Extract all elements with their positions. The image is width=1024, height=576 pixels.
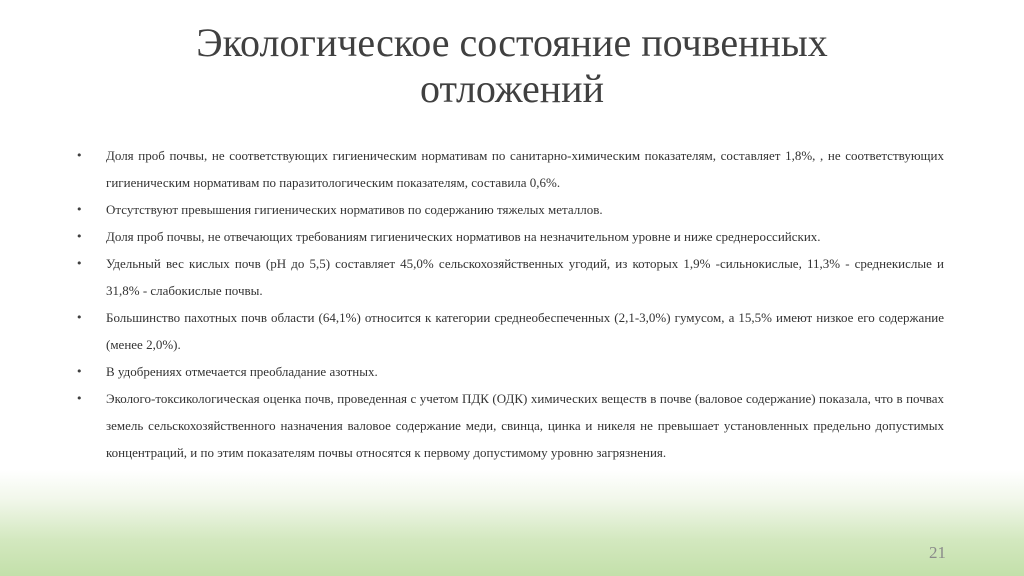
bullet-item: [76, 385, 944, 466]
slide-title: Экологическое состояние почвенных отложений: [196, 20, 828, 111]
bullet-text: В удобрениях отмечается преобладание азотных.: [106, 364, 378, 379]
bullet-marker: •: [76, 365, 83, 378]
page-number: 21: [929, 543, 946, 562]
bullet-text: Доля проб почвы, не отвечающих требованиям гигиенических нормативов на незначительном уровне и ниже среднероссийских.: [106, 229, 821, 244]
bullet-item: [76, 223, 944, 250]
bullet-list: [76, 142, 944, 466]
bullet-text: Большинство пахотных почв области (64,1%) относится к категории среднеобеспеченных (2,1-3,0%) гумусом, а 15,5% имеют низкое его содержание (менее 2,0%).: [106, 310, 944, 352]
bullet-text: Эколого-токсикологическая оценка почв, проведенная с учетом ПДК (ОДК) химических веществ в почве (валовое содержание) показала, что в почвах земель сельскохозяйственного назначения валовое содержание меди, свинца, цинка и никеля не превышает установленных предельно допустимых концентраций, и по этим показателям почвы относятся к первому допустимому уровню загрязнения.: [106, 391, 944, 460]
bullet-text: Отсутствуют превышения гигиенических нормативов по содержанию тяжелых металлов.: [106, 202, 603, 217]
bullet-marker: •: [76, 257, 83, 270]
bullet-text: Удельный вес кислых почв (рН до 5,5) составляет 45,0% сельскохозяйственных угодий, из которых 1,9% -сильнокислые, 11,3% - среднекислые и 31,8% - слабокислые почвы.: [106, 256, 944, 298]
bullet-marker: •: [76, 311, 83, 324]
bullet-item: [76, 196, 944, 223]
bullet-item: [76, 358, 944, 385]
bullet-marker: •: [76, 203, 83, 216]
bullet-item: [76, 142, 944, 196]
bullet-marker: •: [76, 230, 83, 243]
bullet-item: [76, 250, 944, 304]
bullet-marker: •: [76, 392, 83, 405]
bullet-marker: •: [76, 149, 83, 162]
bullet-item: [76, 304, 944, 358]
bullet-text: Доля проб почвы, не соответствующих гигиеническим нормативам по санитарно-химическим показателям, составляет 1,8%, , не соответствующих гигиеническим нормативам по паразитологическим показателям, составила 0,6%.: [106, 148, 944, 190]
